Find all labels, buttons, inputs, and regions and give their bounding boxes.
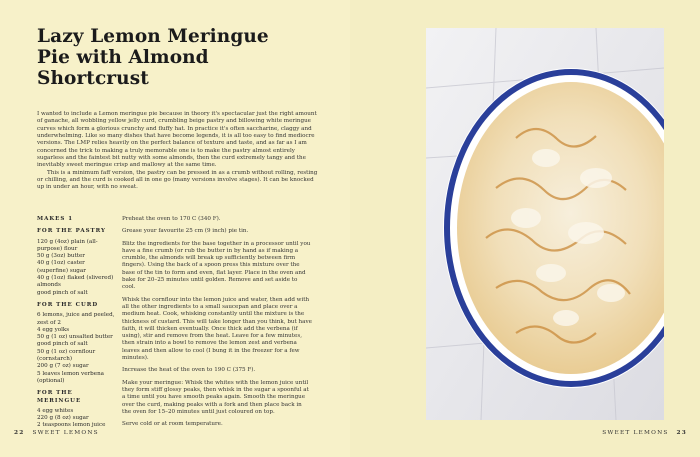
pie-photo (426, 28, 664, 420)
footer-left (14, 430, 99, 436)
ingredient-item: 50 g (1 oz) cornflour (cornstarch) (37, 348, 96, 363)
ingredient-item: 200 g (7 oz) sugar (37, 363, 89, 370)
ingredient-item: 120 g (4oz) plain (all-purpose) flour (37, 238, 98, 252)
method-step: Serve cold or at room temperature. (122, 421, 223, 428)
method-column (122, 216, 312, 433)
method-step: Blitz the ingredients for the base together in a processor until you have a fine crumb (or rub the butter in by hand as if making a crumble, the almonds will break up sufficiently between firm fingers). Using the back of a spoon press this mixture over the base of the tin to form and even, flat layer. Place in the oven and bake for 20–25 minutes until golden. Remove and set aside to cool. (122, 240, 311, 291)
method-step: Grease your favourite 25 cm (9 inch) pie tin. (122, 228, 249, 235)
ingredient-item: 5 leaves lemon verbena (optional) (37, 370, 105, 384)
method-step: Make your meringue: Whisk the whites with the lemon juice until they form stiff glossy peaks, then whisk in the sugar a spoonful at a time until you have smooth peaks again. Smooth the meringue over the curd, making peaks with a fork and then place back in the oven for 15–20 minutes until just coloured on top. (122, 379, 309, 415)
recipe-title: Lazy Lemon Meringue Pie with Almond Shortcrust (37, 26, 269, 89)
page-number-right: 23 (676, 430, 687, 436)
ingredient-item: good pinch of salt (37, 341, 88, 348)
ingredient-item: 4 egg whites (37, 407, 74, 414)
ingredient-item: 50 g (3oz) butter (37, 253, 85, 260)
running-title-right: SWEET LEMONS (602, 430, 669, 436)
ingredient-item: 4 egg yolks (37, 326, 70, 333)
recipe-intro (37, 111, 319, 192)
pie-illustration (426, 28, 664, 420)
ingredient-section-heading: FOR THE MERINGUE (37, 390, 82, 404)
makes-label: MAKES 1 (37, 216, 74, 222)
ingredient-section-heading: FOR THE PASTRY (37, 228, 106, 235)
method-step: Increase the heat of the oven to 190 C (375 F). (122, 367, 256, 374)
running-title-left: SWEET LEMONS (32, 430, 99, 436)
ingredient-item: 50 g (1 oz) unsalted butter (37, 334, 113, 341)
ingredient-section-heading: FOR THE CURD (37, 301, 99, 308)
ingredient-item: 220 g (8 oz) sugar (37, 415, 89, 422)
ingredient-item: good pinch of salt (37, 289, 88, 296)
page-number-left: 22 (14, 430, 25, 436)
method-step: Whisk the cornflour into the lemon juice and water, then add with all the other ingredients to a small saucepan and place over a medium heat. Cook, whisking constantly until the mixture is the thickness of custard. This will take longer than you think, but have faith, it will thicken eventually. Once thick add the verbena (if using), stir and remove from the heat. Leave for a few minutes, then strain into a bowl to remove the lemon zest and verbena leaves and then allow to cool (I bung it in the freezer for a few minutes). (122, 296, 312, 362)
ingredient-item: 2 teaspoons lemon juice (37, 422, 106, 429)
intro-paragraph: I wanted to include a Lemon meringue pie because in theory it's spectacular just the right amount of ganache, all wobbling yellow jelly curd, crumbling beige pastry and billowing white meringue curves which form a glorious crunchy and fluffy hat. In practice it's often saccharine, claggy and underwhelming. Like so many dishes that have become legends, it is all too easy to find mediocre versions. The LMP relies heavily on the perfect balance of texture and taste, and as far as I am concerned the trick to making a truly memorable one is to make the pastry almost entirely sugarless and the faintest bit nutty with some almonds, then the curd extremely tangy and the inevitably sweet meringue crisp and mallowy at the same time. (37, 111, 317, 169)
ingredient-item: 40 g (1oz) flaked (slivered) almonds (37, 275, 114, 289)
method-step: Preheat the oven to 170 C (340 F). (122, 216, 221, 222)
footer-right (602, 430, 687, 436)
ingredient-item: 6 lemons, juice and peeled, zest of 2 (37, 312, 115, 326)
intro-paragraph: This is a minimum faff version, the pastry can be pressed in as a crumb without rolling, resting or chilling, and the curd is cooked all in one go (many versions involve stages). It can be knocked up in under an hour, with no sweat. (37, 169, 318, 191)
ingredient-item: 40 g (1oz) caster (superfine) sugar (37, 260, 86, 274)
ingredients-column (37, 216, 115, 430)
